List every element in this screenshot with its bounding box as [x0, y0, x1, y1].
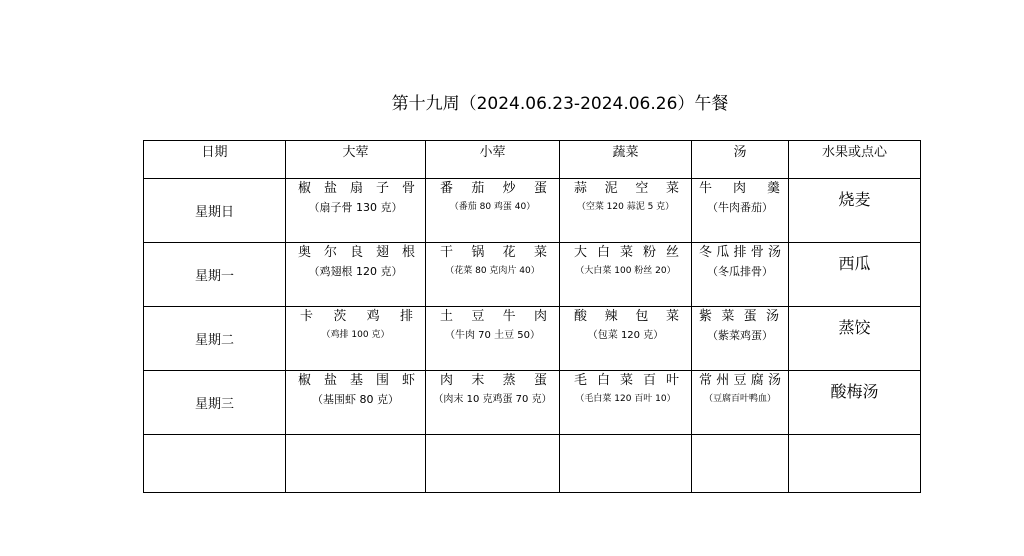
dish-detail: （冬瓜排骨） — [707, 265, 773, 278]
dish-name: 毛白菜百叶 — [574, 373, 679, 388]
dish-name: 大白菜粉丝 — [574, 245, 679, 260]
fruit-cell: 烧麦 — [789, 179, 921, 243]
dish-name: 牛肉羹 — [699, 181, 780, 196]
fruit-cell: 蒸饺 — [789, 307, 921, 371]
day-cell: 星期三 — [144, 371, 286, 435]
day-cell: 星期二 — [144, 307, 286, 371]
small-meat-cell — [426, 307, 560, 371]
dish-detail: （紫菜鸡蛋） — [707, 329, 773, 342]
empty-cell — [426, 435, 560, 493]
dish-detail: （大白菜 100 粉丝 20） — [575, 266, 676, 276]
dish-name: 椒盐扇子骨 — [298, 181, 415, 196]
dish-name: 番茄炒蛋 — [440, 181, 547, 196]
big-meat-cell — [286, 179, 426, 243]
dish-name: 土豆牛肉 — [440, 309, 547, 324]
table-row-empty — [144, 435, 921, 493]
empty-cell — [789, 435, 921, 493]
vegetable-cell — [560, 307, 692, 371]
dish-detail: （基围虾 80 克） — [312, 393, 399, 406]
vegetable-cell — [560, 179, 692, 243]
dish-detail: （牛肉番茄） — [707, 201, 773, 214]
soup-cell — [692, 243, 789, 307]
vegetable-cell — [560, 371, 692, 435]
table-row — [144, 371, 921, 435]
dish-detail: （毛白菜 120 百叶 10） — [575, 394, 676, 404]
dish-detail: （肉末 10 克鸡蛋 70 克） — [433, 394, 552, 405]
dish-detail: （鸡翅根 120 克） — [308, 265, 403, 278]
dish-name: 干锅花菜 — [440, 245, 547, 260]
dish-detail: （鸡排 100 克） — [321, 330, 390, 340]
dish-name: 常州豆腐汤 — [699, 373, 781, 388]
dish-name: 紫菜蛋汤 — [699, 309, 779, 324]
lunch-menu-table — [143, 140, 921, 493]
table-row — [144, 307, 921, 371]
fruit-cell: 西瓜 — [789, 243, 921, 307]
dish-detail: （番茄 80 鸡蛋 40） — [449, 202, 536, 212]
header-cell-date: 日期 — [144, 141, 286, 179]
dish-name: 冬瓜排骨汤 — [699, 245, 781, 260]
dish-name: 卡茨鸡排 — [300, 309, 413, 324]
day-cell: 星期一 — [144, 243, 286, 307]
empty-cell — [286, 435, 426, 493]
header-cell-small-meat: 小荤 — [426, 141, 560, 179]
empty-cell — [560, 435, 692, 493]
day-cell: 星期日 — [144, 179, 286, 243]
header-cell-soup: 汤 — [692, 141, 789, 179]
big-meat-cell — [286, 243, 426, 307]
dish-detail: （花菜 80 克肉片 40） — [445, 266, 540, 276]
dish-detail: （空菜 120 蒜泥 5 克） — [576, 202, 675, 212]
header-cell-fruit: 水果或点心 — [789, 141, 921, 179]
dish-name: 椒盐基围虾 — [298, 373, 415, 388]
page-title: 第十九周（2024.06.23-2024.06.26）午餐 — [391, 94, 729, 114]
big-meat-cell — [286, 307, 426, 371]
dish-detail: （豆腐百叶鸭血） — [703, 394, 776, 404]
soup-cell — [692, 371, 789, 435]
dish-detail: （扇子骨 130 克） — [308, 201, 403, 214]
empty-cell — [692, 435, 789, 493]
header-cell-big-meat: 大荤 — [286, 141, 426, 179]
table-header-row — [144, 141, 921, 179]
empty-cell — [144, 435, 286, 493]
soup-cell — [692, 179, 789, 243]
dish-name: 奥尔良翅根 — [298, 245, 415, 260]
dish-name: 肉末蒸蛋 — [440, 373, 547, 388]
big-meat-cell — [286, 371, 426, 435]
dish-name: 蒜泥空菜 — [574, 181, 679, 196]
small-meat-cell — [426, 243, 560, 307]
header-cell-vegetable: 蔬菜 — [560, 141, 692, 179]
small-meat-cell — [426, 179, 560, 243]
dish-detail: （牛肉 70 土豆 50） — [445, 330, 540, 341]
dish-detail: （包菜 120 克） — [587, 330, 664, 341]
soup-cell — [692, 307, 789, 371]
fruit-cell: 酸梅汤 — [789, 371, 921, 435]
table-row — [144, 179, 921, 243]
small-meat-cell — [426, 371, 560, 435]
dish-name: 酸辣包菜 — [574, 309, 679, 324]
vegetable-cell — [560, 243, 692, 307]
table-row — [144, 243, 921, 307]
